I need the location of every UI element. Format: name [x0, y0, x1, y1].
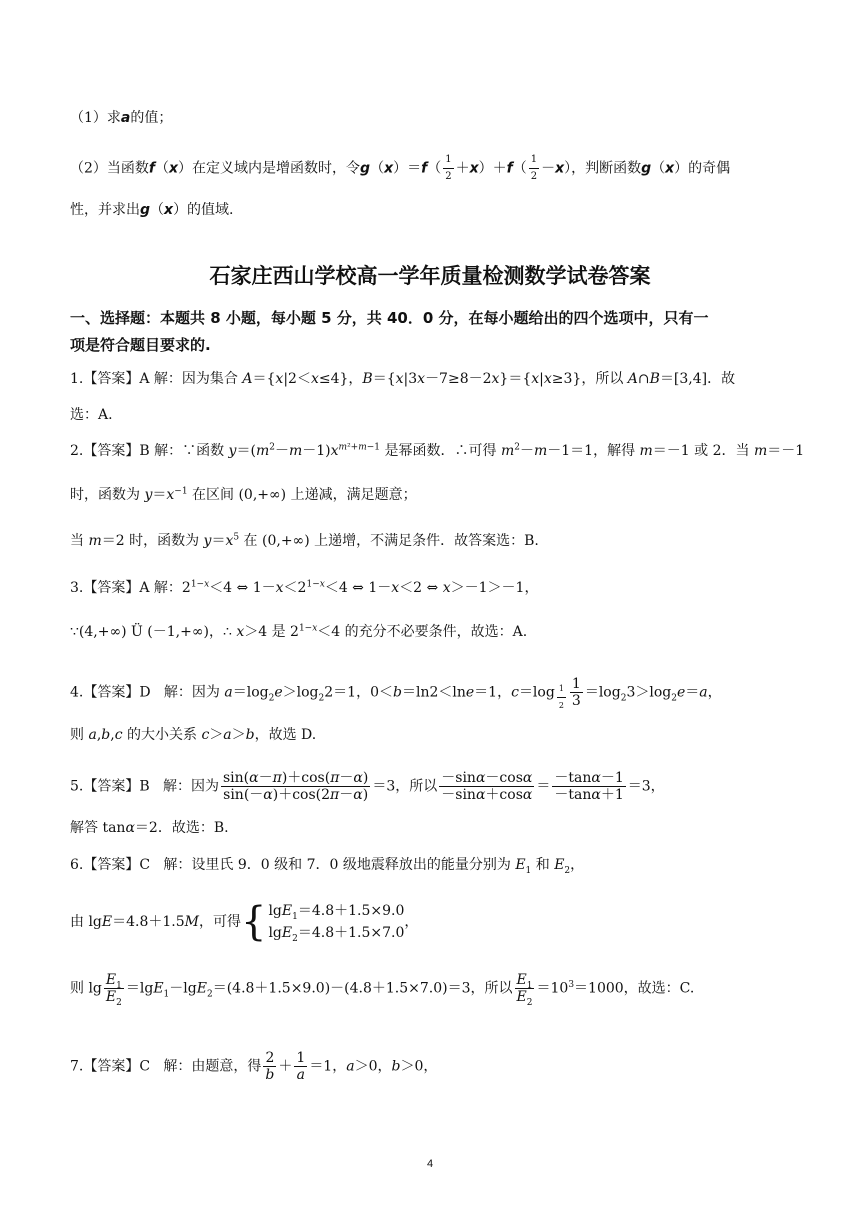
answer-1-line1: 1.【答案】A 解：因为集合 A＝{x|2＜x≤4}，B＝{x|3x－7≥8－2x}＝{x|x≥3}，所以 A∩B＝[3,4]．故 [70, 371, 736, 387]
answer-6-line3: 则 lg $\frac{E_1}{E_2}$ ＝lgE$_1$－lgE$_2$＝(4.8＋1.5×9.0)－(4.8＋1.5×7.0)＝3，所以 $\frac{E_1}{E_2}$ $=10^3=1000$，故选：C. [70, 972, 695, 1008]
answer-4-line1: 4.【答案】D 解：因为 $a=\log_2e>\log_22=1$，0＜b＝ln2＜lne＝1，c＝log $_{\frac{1}{2}}$ $\frac{1}{3}$ $=\log_23>\log_2e=a$， [70, 676, 722, 711]
section-heading-line2: 项是符合题目要求的. [70, 336, 211, 354]
answer-6-line1: 6.【答案】C 解：设里氏 9．0 级和 7．0 级地震释放出的能量分别为 $E_1$ 和 $E_2$， [70, 857, 585, 876]
answer-3-line2: ∵(4,+∞) Ü (－1,+∞)，∴ x＞4 是 $2^{1-x}<4$ 的充分不必要条件，故选：A. [70, 623, 528, 640]
answer-5-line2: 解答 tanα＝2．故选：B. [70, 820, 229, 836]
answer-sheet-title: 石家庄西山学校高一学年质量检测数学试卷答案 [209, 264, 651, 288]
question-1: （1）求a的值； [70, 110, 173, 126]
page-number: 4 [426, 1158, 434, 1170]
question-2-line1: （2）当函数f（x）在定义域内是增函数时，令g（x）＝f（ $\frac{1}{2}$ ＋x）＋f（ $\frac{1}{2}$ －x），判断函数g（x）的奇偶 [70, 154, 731, 182]
answer-2-line3: 当 m＝2 时，函数为 $y=x^5$ 在 (0,+∞) 上递增，不满足条件．故答案选：B. [70, 532, 539, 549]
answer-3-line1: 3.【答案】A 解：$2^{1-x}<4$ ⇔ $1-x<2^{1-x}<4$ ⇔ 1－x＜2 ⇔ x＞－1＞－1， [70, 579, 539, 596]
section-heading-line1: 一、选择题：本题共 8 小题，每小题 5 分，共 40．0 分，在每小题给出的四个选项中，只有一 [70, 309, 709, 327]
answer-2-line1: 2.【答案】B 解：∵函数 $y=(m^2-m-1)x^{m^2+m-1}$ 是幂函数．∴可得 $m^2-m-1=1$，解得 m＝－1 或 2．当 m＝－1 [70, 442, 805, 459]
answer-7-line1: 7.【答案】C 解：由题意，得 $\frac{2}{b}$ ＋ $\frac{1}{a}$ ＝1，a＞0，b＞0， [70, 1050, 438, 1083]
answer-1-line2: 选：A. [70, 407, 113, 423]
question-2-line2: 性，并求出g（x）的值域. [70, 202, 234, 218]
answer-4-line2: 则 a,b,c 的大小关系 c＞a＞b，故选 D. [70, 727, 317, 743]
answer-2-line2: 时，函数为 $y=x^{-1}$ 在区间 (0,+∞) 上递减，满足题意； [70, 486, 417, 503]
answer-6-line2: 由 lgE＝4.8＋1.5M，可得{ lgE$_1$＝4.8＋1.5×9.0 lgE$_2$＝4.8＋1.5×7.0， [70, 899, 419, 945]
answer-5-line1: 5.【答案】B 解：因为 $\frac{\sin(\alpha-\pi)+\cos(\pi-\alpha)}{\sin(-\alpha)+\cos(2\pi-\alpha)}$ ＝3，所以 $\frac{-\sin\alpha-\cos\alpha}{-\sin\alpha+\cos\alpha}$ ＝ $\frac{-\tan\alpha-1}{-\tan\alpha+1}$ ＝3， [70, 770, 665, 803]
